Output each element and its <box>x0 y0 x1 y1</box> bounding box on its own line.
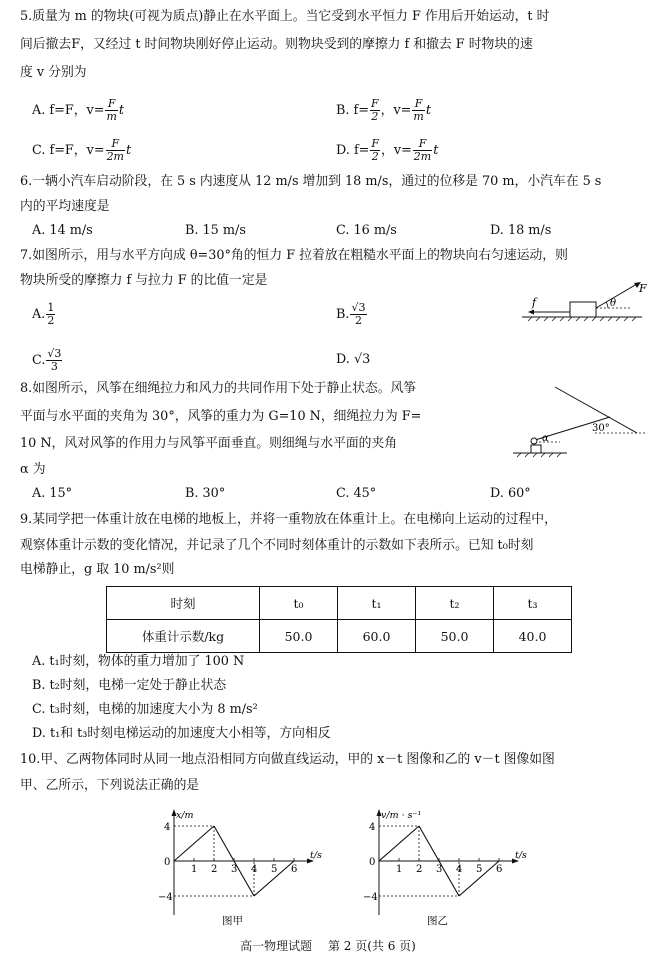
friction-arrowhead <box>528 310 534 315</box>
series-segment <box>174 826 214 861</box>
theta-arc <box>606 302 608 308</box>
q9-line3: 电梯静止，g 取 10 m/s²则 <box>20 562 175 577</box>
force-arrow <box>596 284 637 308</box>
q5-option-b: B. f= $\frac{F}{2}$ ，v= $\frac{F}{m}$ t <box>336 97 431 123</box>
q6-line2: 内的平均速度是 <box>20 199 110 214</box>
table-cell: t₃ <box>494 587 572 620</box>
q7-block-figure <box>520 278 650 328</box>
q8-option-d: D. 60° <box>490 486 531 501</box>
chart-a-y-tick-4: 4 <box>164 822 171 833</box>
table-cell: t₂ <box>416 587 494 620</box>
ground-hatch <box>528 317 636 321</box>
table-header-row <box>107 587 572 620</box>
x-tick-label: 5 <box>271 864 278 875</box>
q9-option-b: B. t₂时刻，电梯一定处于静止状态 <box>32 678 227 693</box>
chart-b-vt <box>355 805 535 927</box>
x-tick-label: 3 <box>231 864 238 875</box>
chart-a-xlabel: t/s <box>310 850 322 861</box>
q7-option-d: D. √3 <box>336 352 371 367</box>
q6-option-c: C. 16 m/s <box>336 223 397 238</box>
chart-b-y-tick-0: 0 <box>369 857 376 868</box>
q5-option-a: A. f=F，v= $\frac{F}{m}$ t <box>32 97 125 123</box>
q7-option-c: C. $\frac{√3}{3}$ <box>32 347 62 373</box>
q7-line2: 物块所受的摩擦力 f 与拉力 F 的比值一定是 <box>20 273 268 288</box>
force-label: F <box>639 282 647 295</box>
q8-option-c: C. 45° <box>336 486 377 501</box>
table-cell: t₁ <box>338 587 416 620</box>
anchor-pulley <box>531 438 537 444</box>
chart-b-y-tick-4: 4 <box>369 822 376 833</box>
table-cell: 体重计示数/kg <box>107 620 260 653</box>
q5-line1: 5.质量为 m 的物块(可视为质点)静止在水平面上。当它受到水平恒力 F 作用后开始运动，t 时 <box>20 9 550 24</box>
q9-option-a: A. t₁时刻，物体的重力增加了 100 N <box>32 654 245 669</box>
x-tick-label: 3 <box>436 864 443 875</box>
chart-a-xt <box>150 805 330 927</box>
q8-line3: 10 N，风对风筝的作用力与风筝平面垂直。则细绳与水平面的夹角 <box>20 436 398 451</box>
table-cell: 40.0 <box>494 620 572 653</box>
chart-a-caption: 图甲 <box>222 915 243 927</box>
q7-line1: 7.如图所示，用与水平方向成 θ=30°角的恒力 F 拉着放在粗糙水平面上的物块向右匀速运动，则 <box>20 248 568 263</box>
q5-line3: 度 v 分别为 <box>20 65 87 80</box>
q5-line2: 间后撤去F，又经过 t 时间物块刚好停止运动。则物块受到的摩擦力 f 和撤去 F 时物块的速 <box>20 37 533 52</box>
chart-b-xlabel: t/s <box>515 850 527 861</box>
q10-line1: 10.甲、乙两物体同时从同一地点沿相同方向做直线运动，甲的 x－t 图像和乙的 v－t 图像如图 <box>20 752 555 767</box>
page-footer: 高一物理试题 第 2 页(共 6 页) <box>240 939 416 953</box>
x-tick-label: 2 <box>211 864 218 875</box>
chart-a-ylabel: x/m <box>176 810 194 821</box>
q8-option-a: A. 15° <box>32 486 73 501</box>
chart-b-caption: 图乙 <box>427 915 448 927</box>
x-tick-label: 6 <box>496 864 503 875</box>
x-tick-label: 1 <box>396 864 403 875</box>
q10-line2: 甲、乙所示，下列说法正确的是 <box>20 778 200 793</box>
table-row <box>107 620 572 653</box>
q5-option-d: D. f= $\frac{F}{2}$ ，v= $\frac{F}{2m}$ t <box>336 137 439 163</box>
q9-line1: 9.某同学把一体重计放在电梯的地板上，并将一重物放在体重计上。在电梯向上运动的过程中， <box>20 512 557 527</box>
q9-option-d: D. t₁和 t₃时刻电梯运动的加速度大小相等，方向相反 <box>32 726 331 741</box>
q6-option-d: D. 18 m/s <box>490 223 552 238</box>
x-tick-label: 4 <box>456 864 463 875</box>
chart-a-y-tick-0: 0 <box>164 857 171 868</box>
x-tick-label: 1 <box>191 864 198 875</box>
table-cell: 60.0 <box>338 620 416 653</box>
friction-label: f <box>532 296 537 309</box>
anchor-post <box>531 445 541 453</box>
weight-table <box>106 586 572 653</box>
series-segment <box>379 826 419 861</box>
x-tick-label: 4 <box>251 864 258 875</box>
q6-option-a: A. 14 m/s <box>32 223 93 238</box>
theta-label: θ <box>610 298 617 309</box>
q6-line1: 6.一辆小汽车启动阶段，在 5 s 内速度从 12 m/s 增加到 18 m/s，通过的位移是 70 m，小汽车在 5 s <box>20 174 602 189</box>
q8-line1: 8.如图所示，风筝在细绳拉力和风力的共同作用下处于静止状态。风筝 <box>20 381 417 396</box>
chart-b-ylabel: v/m · s⁻¹ <box>381 810 422 821</box>
kite-ground-hatch <box>517 453 561 457</box>
q9-option-c: C. t₃时刻，电梯的加速度大小为 8 m/s² <box>32 702 258 717</box>
q8-option-b: B. 30° <box>185 486 226 501</box>
x-tick-label: 2 <box>416 864 423 875</box>
q6-option-b: B. 15 m/s <box>185 223 246 238</box>
alpha-label: α <box>542 433 549 444</box>
x-tick-label: 5 <box>476 864 483 875</box>
q7-option-b: B. $\frac{√3}{2}$ <box>336 301 366 327</box>
table-cell: 50.0 <box>416 620 494 653</box>
table-cell: 50.0 <box>260 620 338 653</box>
chart-a-y-tick-neg4: −4 <box>158 892 173 903</box>
x-tick-label: 6 <box>291 864 298 875</box>
angle-30-label: 30° <box>592 423 610 434</box>
q8-line4: α 为 <box>20 462 46 477</box>
q8-kite-figure <box>505 385 650 470</box>
q8-line2: 平面与水平面的夹角为 30°，风筝的重力为 G=10 N，细绳拉力为 F= <box>20 409 422 424</box>
table-cell: 时刻 <box>107 587 260 620</box>
q7-option-a: A. $\frac{1}{2}$ <box>32 301 55 327</box>
chart-b-y-tick-neg4: −4 <box>363 892 378 903</box>
block <box>570 302 596 317</box>
table-cell: t₀ <box>260 587 338 620</box>
q5-option-c: C. f=F，v= $\frac{F}{2m}$ t <box>32 137 132 163</box>
q9-line2: 观察体重计示数的变化情况，并记录了几个不同时刻体重计的示数如下表所示。已知 t₀时刻 <box>20 538 534 553</box>
